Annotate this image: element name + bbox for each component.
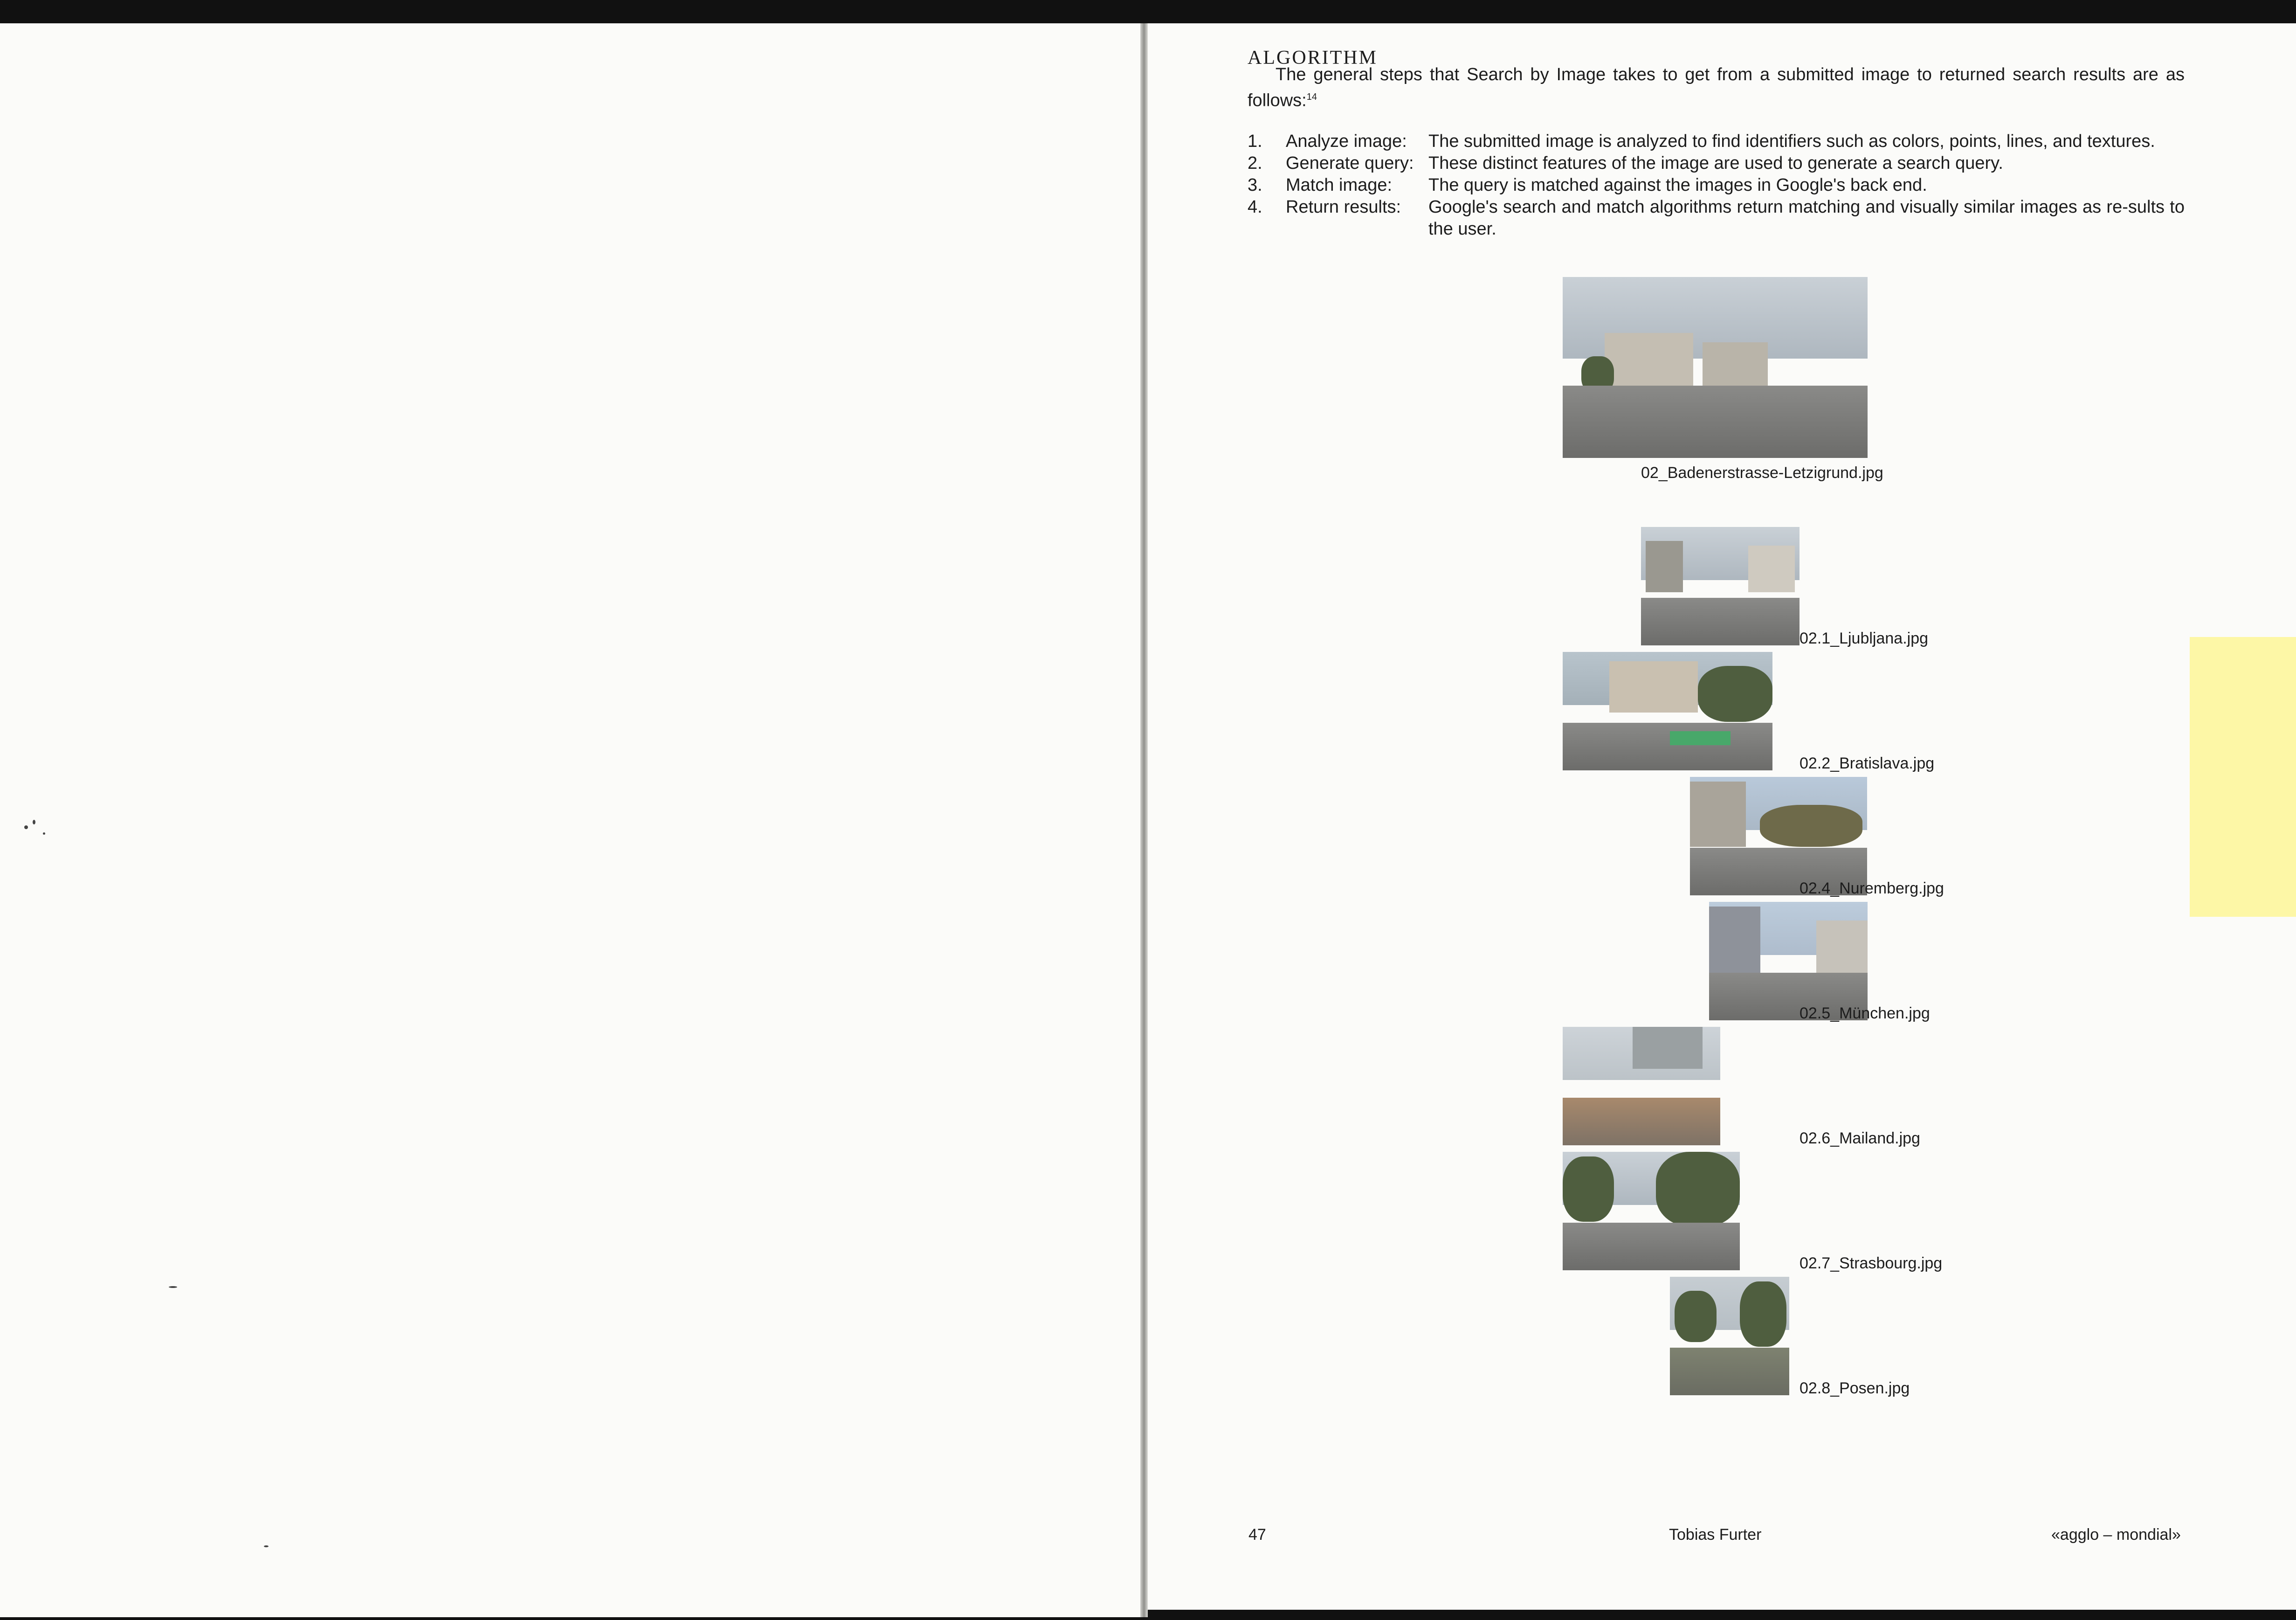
speck: [169, 1286, 177, 1288]
photo-building: [1709, 907, 1760, 976]
photo-tree: [1675, 1291, 1717, 1342]
step-4: [1248, 196, 2185, 240]
image-caption: 02.7_Strasbourg.jpg: [1800, 1254, 1943, 1272]
photo-building: [1690, 782, 1746, 847]
image-caption: 02.5_München.jpg: [1800, 1004, 1930, 1022]
speck: [264, 1545, 269, 1547]
street-photo-badenerstrasse: [1563, 277, 1868, 458]
image-caption: 02_Badenerstrasse-Letzigrund.jpg: [1641, 464, 1883, 482]
step-label: Match image:: [1286, 175, 1393, 195]
photo-green-lane: [1670, 731, 1731, 745]
photo-ground: [1670, 1348, 1789, 1395]
photo-tree: [1698, 666, 1772, 722]
step-description: The submitted image is analyzed to find identifiers such as colors, points, lines, and textures.: [1428, 132, 2155, 151]
book-gutter: [1140, 23, 1148, 1617]
running-footer-author: Tobias Furter: [1669, 1526, 1762, 1544]
image-caption: 02.1_Ljubljana.jpg: [1800, 630, 1929, 647]
photo-building: [1816, 921, 1868, 976]
photo-building: [1609, 661, 1698, 713]
step-number: 3.: [1248, 175, 1262, 195]
photo-tree: [1563, 1156, 1614, 1222]
intro-paragraph: [1248, 63, 2185, 112]
street-photo-nuremberg: [1690, 777, 1867, 895]
section-heading: ALGORITHM: [1248, 47, 1378, 69]
page-number: 47: [1248, 1526, 1266, 1544]
photo-tree: [1656, 1152, 1740, 1226]
image-caption: 02.4_Nuremberg.jpg: [1800, 879, 1944, 897]
street-photo-mailand: [1563, 1027, 1720, 1145]
speck: [33, 820, 35, 824]
photo-building: [1646, 541, 1683, 592]
photo-ground: [1563, 1098, 1720, 1145]
step-number: 2.: [1248, 153, 1262, 173]
step-label: Return results:: [1286, 197, 1401, 217]
running-footer-title: «agglo – mondial»: [2051, 1526, 2181, 1544]
photo-building: [1633, 1027, 1703, 1069]
photo-building: [1748, 546, 1795, 592]
step-description: These distinct features of the image are used to generate a search query.: [1428, 153, 2003, 173]
street-photo-muenchen: [1709, 902, 1868, 1020]
photo-tree: [1740, 1281, 1786, 1347]
speck: [24, 825, 28, 829]
step-number: 4.: [1248, 197, 1262, 217]
photo-tree: [1760, 805, 1862, 847]
step-3: [1248, 174, 2185, 196]
left-page: [0, 23, 1140, 1617]
footnote-ref: 14: [1306, 92, 1317, 102]
photo-ground: [1563, 386, 1868, 458]
speck: [43, 832, 45, 835]
step-number: 1.: [1248, 132, 1262, 151]
step-description: The query is matched against the images in Google's back end.: [1428, 175, 1927, 195]
photo-ground: [1563, 723, 1772, 770]
street-photo-ljubljana: [1641, 527, 1800, 645]
sticky-note: [2190, 637, 2296, 917]
step-description: Google's search and match algorithms return matching and visually similar images as re-sults to the user.: [1428, 197, 2185, 239]
street-photo-strasbourg: [1563, 1152, 1740, 1270]
step-label: Analyze image:: [1286, 132, 1407, 151]
image-caption: 02.6_Mailand.jpg: [1800, 1129, 1920, 1147]
image-caption: 02.2_Bratislava.jpg: [1800, 755, 1935, 772]
step-label: Generate query:: [1286, 153, 1414, 173]
street-photo-bratislava: [1563, 652, 1772, 770]
street-photo-posen: [1670, 1277, 1789, 1395]
step-1: [1248, 131, 2185, 152]
photo-ground: [1641, 598, 1800, 645]
photo-ground: [1563, 1223, 1740, 1270]
steps-list: [1248, 131, 2185, 240]
intro-text: The general steps that Search by Image takes to get from a submitted image to returned search results are as follows:: [1248, 65, 2185, 111]
image-caption: 02.8_Posen.jpg: [1800, 1379, 1910, 1397]
step-2: [1248, 152, 2185, 174]
